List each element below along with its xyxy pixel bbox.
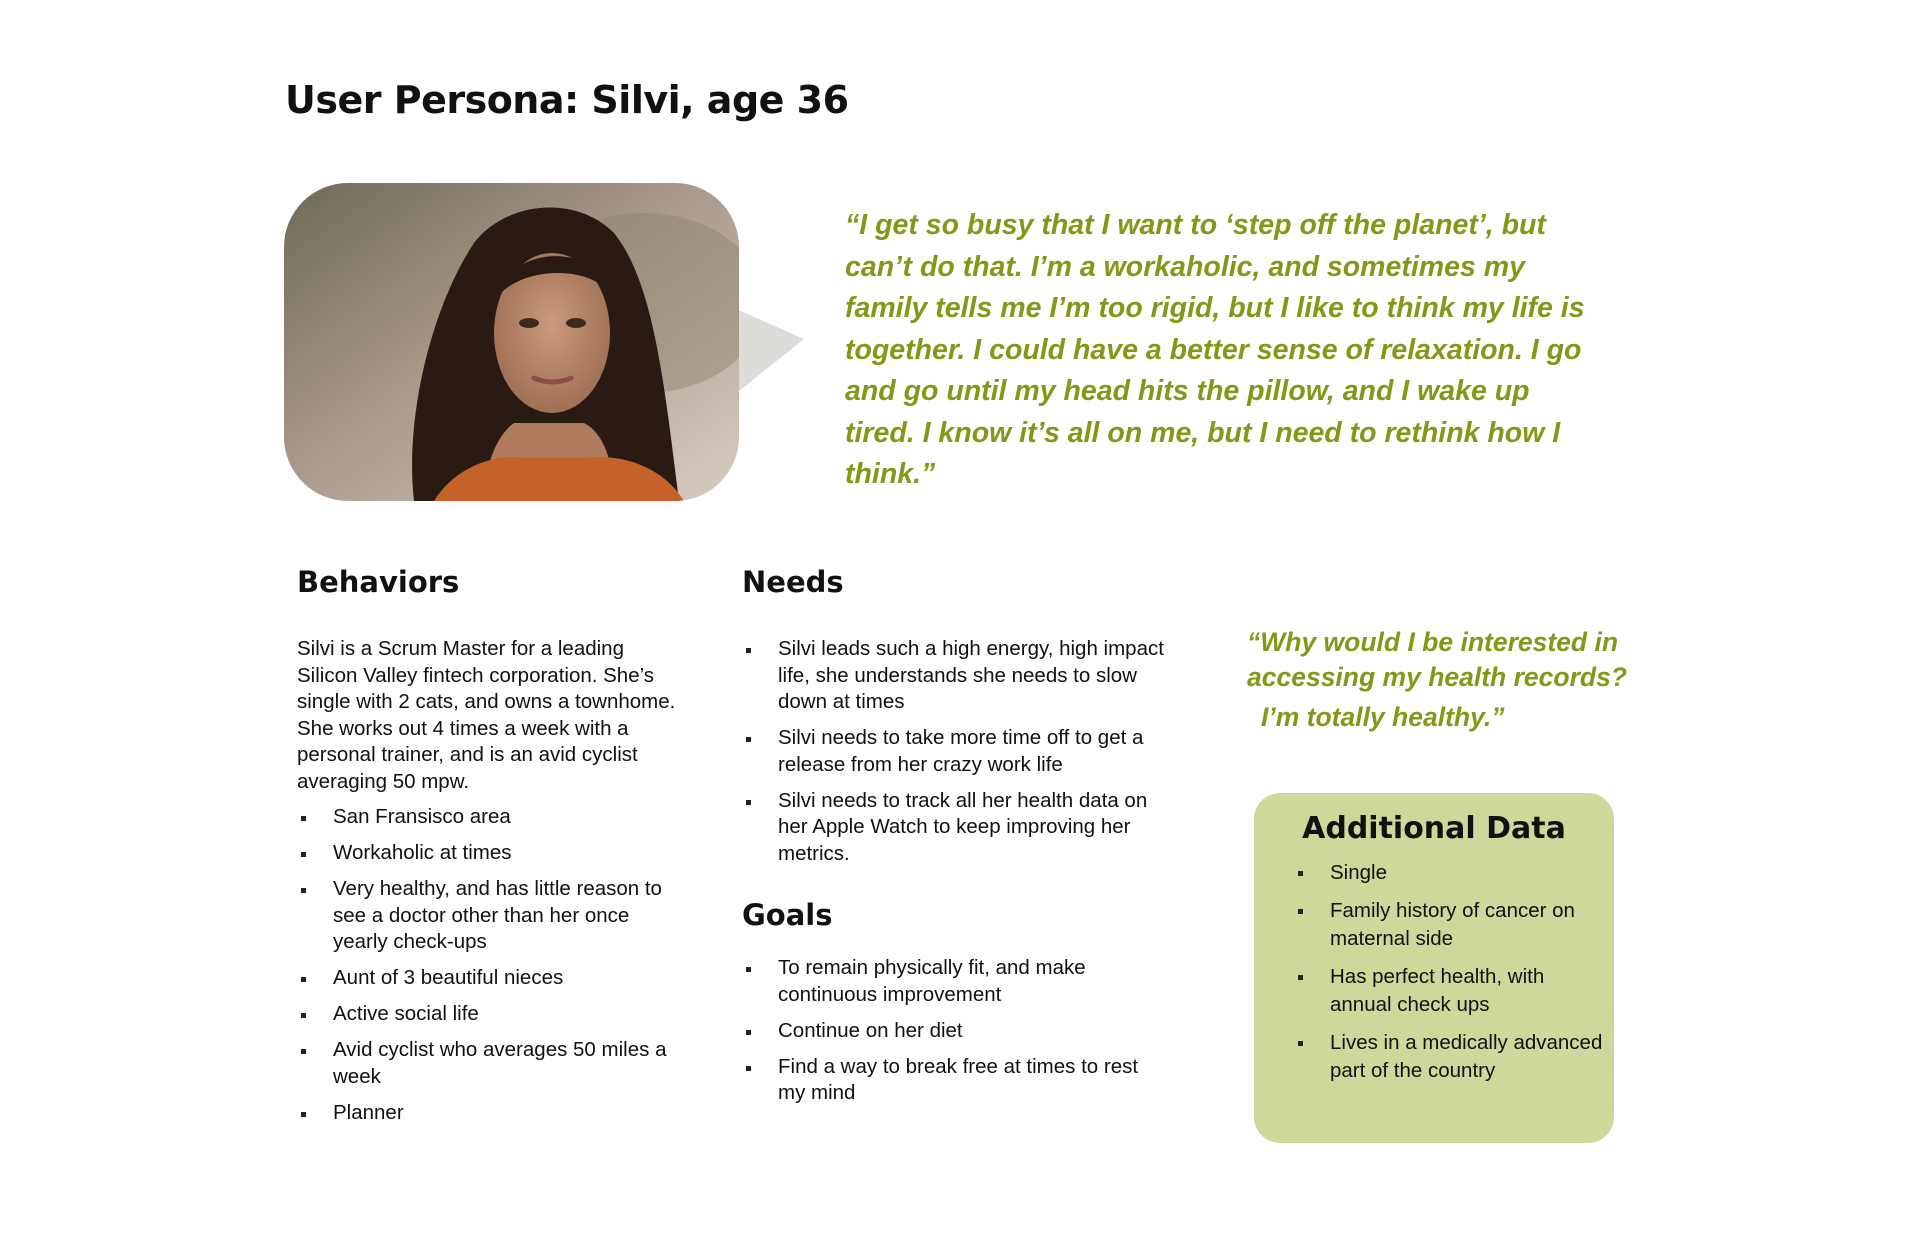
health-records-quote-line2: I’m totally healthy.” <box>1261 702 1505 732</box>
persona-quote: “I get so busy that I want to ‘step off the planet’, but can’t do that. I’m a workaholic, and sometimes my family tells me I’m too rigid, but I like to think my life is together. I could have a better sense of relaxation. I go and go until my head hits the pillow, and I wake up tired. I know it’s all on me, but I need to rethink how I think.” <box>845 209 1585 490</box>
list-item: Planner <box>297 1100 687 1127</box>
list-item: Workaholic at times <box>297 840 687 867</box>
list-item: Silvi needs to track all her health data on her Apple Watch to keep improving her metrics. <box>742 788 1182 868</box>
list-item: Aunt of 3 beautiful nieces <box>297 965 687 992</box>
list-item: Very healthy, and has little reason to see a doctor other than her once yearly check-ups <box>297 876 687 956</box>
goals-list <box>742 955 1162 1116</box>
list-item: Lives in a medically advanced part of the country <box>1294 1029 1604 1085</box>
needs-list <box>742 636 1182 877</box>
page-title: User Persona: Silvi, age 36 <box>285 78 849 122</box>
list-item: Family history of cancer on maternal side <box>1294 897 1604 953</box>
list-item: To remain physically fit, and make continuous improvement <box>742 955 1162 1008</box>
additional-data-box <box>1254 793 1614 1143</box>
list-item: Silvi needs to take more time off to get a release from her crazy work life <box>742 725 1182 778</box>
list-item: Has perfect health, with annual check ups <box>1294 963 1604 1019</box>
persona-photo-bubble <box>284 183 804 501</box>
health-records-quote <box>1247 625 1647 735</box>
list-item: San Fransisco area <box>297 804 687 831</box>
list-item: Active social life <box>297 1001 687 1028</box>
additional-data-list <box>1294 859 1604 1095</box>
behaviors-list <box>297 804 687 1136</box>
list-item: Single <box>1294 859 1604 887</box>
needs-heading: Needs <box>742 565 844 599</box>
list-item: Continue on her diet <box>742 1018 1162 1045</box>
additional-data-heading: Additional Data <box>1302 811 1566 846</box>
goals-heading: Goals <box>742 898 833 932</box>
health-records-quote-line1: “Why would I be interested in accessing my health records? <box>1247 627 1627 692</box>
list-item: Silvi leads such a high energy, high impact life, she understands she needs to slow down at times <box>742 636 1182 716</box>
woman-portrait-image <box>284 183 739 501</box>
persona-photo <box>284 183 739 501</box>
behaviors-heading: Behaviors <box>297 565 460 599</box>
behaviors-paragraph: Silvi is a Scrum Master for a leading Silicon Valley fintech corporation. She’s single with 2 cats, and owns a townhome. She works out 4 times a week with a personal trainer, and is an avid cyclist averaging 50 mpw. <box>297 637 676 793</box>
list-item: Find a way to break free at times to rest my mind <box>742 1054 1162 1107</box>
list-item: Avid cyclist who averages 50 miles a week <box>297 1037 687 1090</box>
